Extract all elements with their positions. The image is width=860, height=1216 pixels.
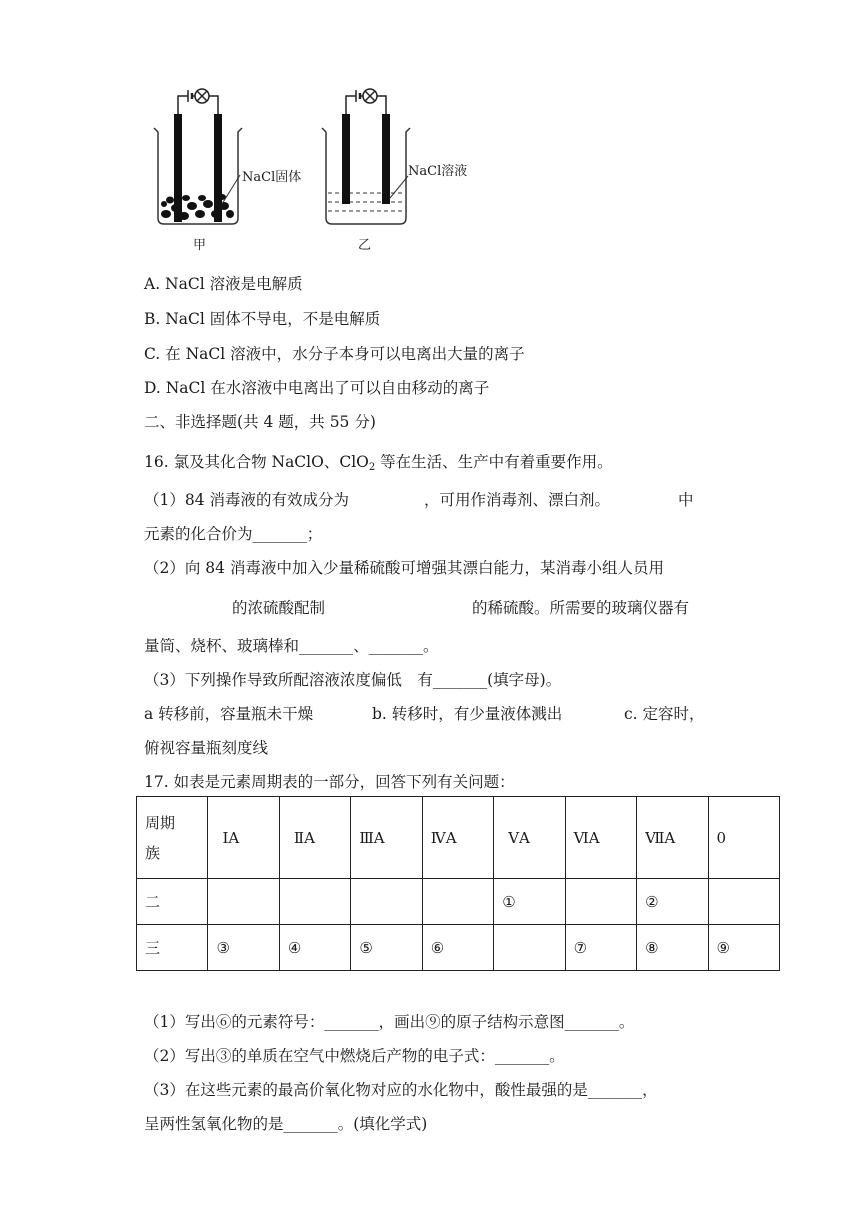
section2-heading: 二、非选择题(共 4 题，共 55 分): [144, 413, 376, 431]
q16-p2-d: 量筒、烧杯、玻璃棒和_______、_______。: [144, 637, 439, 655]
q16-p2-c: 的稀硫酸。所需要的玻璃仪器有: [472, 599, 690, 617]
q17-p3-a: （3）在这些元素的最高价氧化物对应的水化物中，酸性最强的是_______，: [144, 1081, 658, 1099]
table-cell: ④: [279, 925, 350, 971]
q16-p3-a: （3）下列操作导致所配溶液浓度偏低 有_______(填字母)。: [144, 671, 562, 689]
table-cell: ③: [208, 925, 279, 971]
q16-p1-d: 元素的化合价为_______；: [144, 525, 323, 543]
group-header: 0: [708, 797, 780, 879]
table-cell: ⑨: [708, 925, 780, 971]
q16-stem: [144, 452, 613, 478]
q16-p3-opt-b: b. 转移时，有少量液体溅出: [372, 705, 563, 723]
q16-p1-a: （1）84 消毒液的有效成分为: [144, 491, 350, 509]
beaker2-electrode-right: [382, 114, 390, 204]
q16-p1-c: 中: [678, 491, 694, 509]
option-b: B. NaCl 固体不导电，不是电解质: [144, 310, 381, 328]
group-header: ⅤA: [494, 797, 565, 879]
table-cell: ②: [637, 879, 708, 925]
table-cell: [279, 879, 350, 925]
group-header: ⅡA: [279, 797, 350, 879]
group-header: ⅦA: [637, 797, 708, 879]
table-cell: [494, 925, 565, 971]
q16-p1-b: ，可用作消毒剂、漂白剂。: [424, 491, 611, 509]
beaker1-electrode-right: [214, 114, 222, 222]
table-cell: ⑤: [351, 925, 422, 971]
q16-p2-a: （2）向 84 消毒液中加入少量稀硫酸可增强其漂白能力，某消毒小组人员用: [144, 559, 664, 577]
period-label: 二: [137, 879, 208, 925]
table-cell: [208, 879, 279, 925]
group-header: ⅣA: [422, 797, 493, 879]
group-header: ⅢA: [351, 797, 422, 879]
table-cell: ⑦: [565, 925, 636, 971]
beaker2-label: NaCl溶液: [408, 164, 468, 179]
nacl-solution-lines: [328, 193, 404, 211]
option-c: C. 在 NaCl 溶液中，水分子本身可以电离出大量的离子: [144, 345, 525, 363]
option-d: D. NaCl 在水溶液中电离出了可以自由移动的离子: [144, 379, 490, 397]
q16-stem-sub: 2: [368, 462, 376, 473]
table-cell: [708, 879, 780, 925]
q16-p3-opt-a: a 转移前，容量瓶未干燥: [144, 705, 314, 723]
table-cell: ⑧: [637, 925, 708, 971]
group-header: ⅥA: [565, 797, 636, 879]
q17-p2: （2）写出③的单质在空气中燃烧后产物的电子式：_______。: [144, 1047, 565, 1065]
beaker2: [322, 114, 410, 224]
beaker1: [154, 114, 242, 224]
group-header: ⅠA: [208, 797, 279, 879]
q16-p3-opt-c: c. 定容时，: [624, 705, 705, 723]
q16-stem-a: 16. 氯及其化合物 NaClO、ClO: [144, 453, 369, 471]
q16-p3-opt-c2: 俯视容量瓶刻度线: [144, 739, 269, 757]
table-cell: ⑥: [422, 925, 493, 971]
q16-p2-b: 的浓硫酸配制: [232, 599, 326, 617]
beaker1-electrode-left: [174, 114, 182, 222]
periodic-table: [136, 796, 780, 971]
table-row: [137, 879, 780, 925]
beaker2-caption: 乙: [358, 238, 372, 253]
q17-p1: （1）写出⑥的元素符号：_______，画出⑨的原子结构示意图_______。: [144, 1013, 635, 1031]
option-a: A. NaCl 溶液是电解质: [144, 275, 303, 293]
header-corner: 周期 族: [137, 797, 208, 879]
beaker1-label: NaCl固体: [242, 170, 302, 185]
beaker2-circuit: [346, 89, 386, 124]
table-header-row: [137, 797, 780, 879]
table-row: [137, 925, 780, 971]
q17-p3-b: 呈两性氢氧化物的是_______。(填化学式): [144, 1115, 428, 1133]
table-cell: [422, 879, 493, 925]
q17-stem: 17. 如表是元素周期表的一部分，回答下列有关问题：: [144, 773, 515, 791]
nacl-solid-particles: [161, 194, 234, 220]
beaker1-caption: 甲: [193, 238, 207, 253]
beaker1-circuit: [178, 89, 218, 124]
table-cell: ①: [494, 879, 565, 925]
beaker2-electrode-left: [342, 114, 350, 204]
period-label: 三: [137, 925, 208, 971]
table-cell: [351, 879, 422, 925]
table-cell: [565, 879, 636, 925]
q16-stem-b: 等在生活、生产中有着重要作用。: [375, 453, 613, 471]
